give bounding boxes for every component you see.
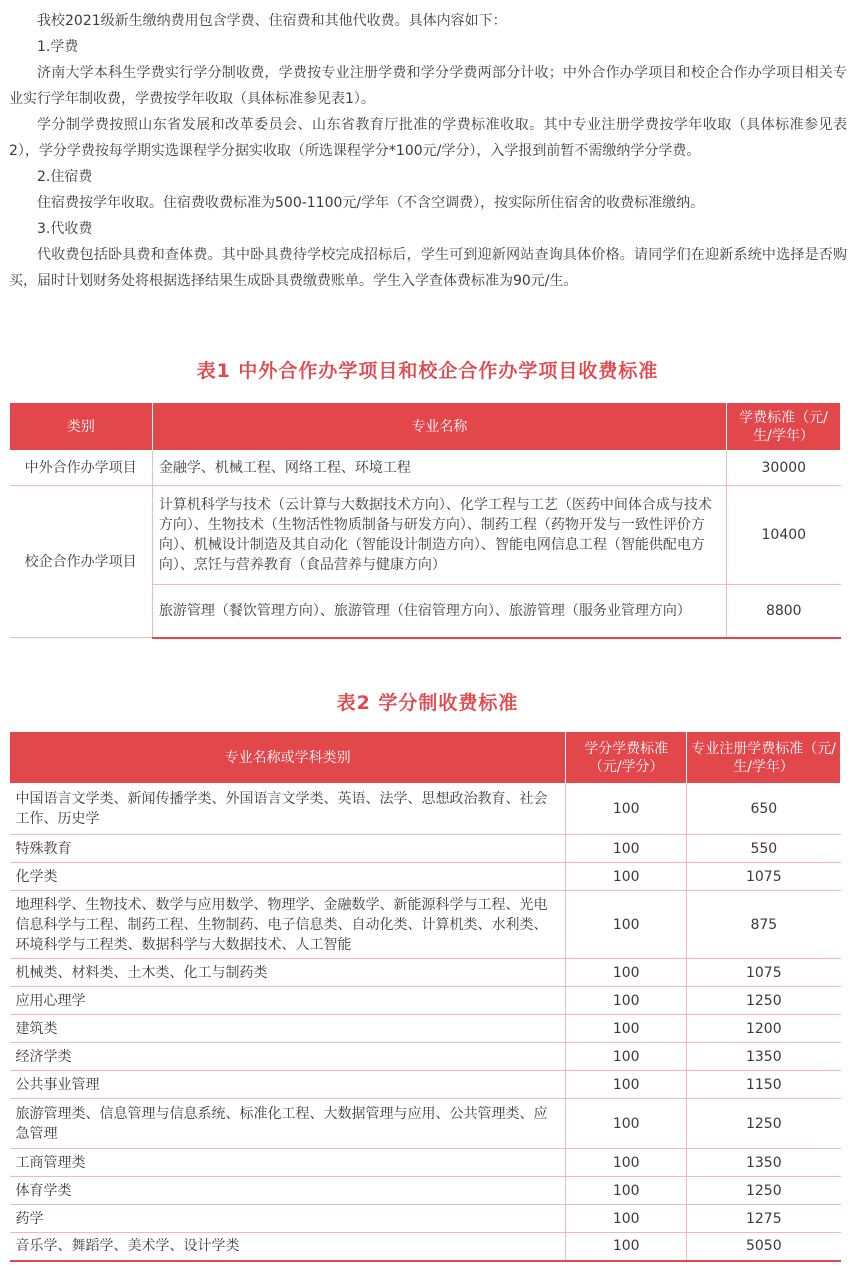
major-name-cell: 应用心理学 [10,987,566,1015]
major-name-cell: 音乐学、舞蹈学、美术学、设计学类 [10,1233,566,1261]
table-row [10,486,841,585]
section-heading-accommodation: 2.住宿费 [37,169,93,185]
major-name-cell: 建筑类 [10,1015,566,1043]
table-row [10,1071,841,1099]
table1-header-fee: 学费标准（元/生/学年） [727,403,841,451]
table-row [10,1149,841,1177]
table-row [10,863,841,891]
registration-fee-cell: 1250 [687,1177,841,1205]
registration-fee-cell: 5050 [687,1233,841,1261]
credit-fee-cell: 100 [566,1043,687,1071]
intro-paragraph: 济南大学本科生学费实行学分制收费，学费按专业注册学费和学分学费两部分计收；中外合作办学项目和校企合作办学项目相关专业实行学年制收费，学费按学年收取（具体标准参见表1）。 [9,65,847,107]
intro-text [9,8,847,294]
table-row [10,1233,841,1261]
category-cell: 校企合作办学项目 [10,486,153,638]
table2-header-registration-fee: 专业注册学费标准（元/生/学年） [687,732,841,784]
registration-fee-cell: 1250 [687,1099,841,1149]
majors-cell: 计算机科学与技术（云计算与大数据技术方向）、化学工程与工艺（医药中间体合成与技术方向）、生物技术（生物活性物质制备与研发方向）、制药工程（药物开发与一致性评价方向）、机械设计制造及其自动化（智能设计制造方向）、智能电网信息工程（智能供配电方向）、烹饪与营养教育（食品营养与健康方向） [152,486,726,585]
credit-fee-cell: 100 [566,1177,687,1205]
table1 [9,402,841,639]
table1-header-row [10,403,841,451]
majors-cell: 金融学、机械工程、网络工程、环境工程 [152,451,726,486]
table2 [9,731,841,1262]
table1-caption: 表1 中外合作办学项目和校企合作办学项目收费标准 [196,360,659,382]
major-name-cell: 体育学类 [10,1177,566,1205]
table-row [10,959,841,987]
intro-paragraph: 学分制学费按照山东省发展和改革委员会、山东省教育厅批准的学费标准收取。其中专业注册学费按学年收取（具体标准参见表2），学分学费按每学期实选课程学分据实收取（所选课程学分*100元/学分），入学报到前暂不需缴纳学分学费。 [9,117,847,159]
major-name-cell: 工商管理类 [10,1149,566,1177]
credit-fee-cell: 100 [566,863,687,891]
table-row [10,1099,841,1149]
registration-fee-cell: 1350 [687,1043,841,1071]
table-row [10,451,841,486]
table-row [10,1015,841,1043]
table2-caption: 表2 学分制收费标准 [336,692,519,714]
major-name-cell: 经济学类 [10,1043,566,1071]
table1-header-category: 类别 [10,403,153,451]
table-row [10,1043,841,1071]
intro-paragraph: 我校2021级新生缴纳费用包含学费、住宿费和其他代收费。具体内容如下： [37,13,507,29]
intro-paragraph: 代收费包括卧具费和查体费。其中卧具费待学校完成招标后，学生可到迎新网站查询具体价格。请同学们在迎新系统中选择是否购买，届时计划财务处将根据选择结果生成卧具费缴费账单。学生入学查体费标准为90元/生。 [9,247,847,289]
registration-fee-cell: 1150 [687,1071,841,1099]
table-row [10,1177,841,1205]
category-cell: 中外合作办学项目 [10,451,153,486]
major-name-cell: 公共事业管理 [10,1071,566,1099]
table-row [10,835,841,863]
registration-fee-cell: 875 [687,891,841,959]
major-name-cell: 机械类、材料类、土木类、化工与制药类 [10,959,566,987]
table-row [10,891,841,959]
major-name-cell: 化学类 [10,863,566,891]
table2-header-credit-fee: 学分学费标准（元/学分） [566,732,687,784]
fee-cell: 10400 [727,486,841,585]
credit-fee-cell: 100 [566,1233,687,1261]
section-heading-tuition: 1.学费 [37,39,79,55]
registration-fee-cell: 1075 [687,863,841,891]
credit-fee-cell: 100 [566,1205,687,1233]
credit-fee-cell: 100 [566,987,687,1015]
credit-fee-cell: 100 [566,1149,687,1177]
major-name-cell: 地理科学、生物技术、数学与应用数学、物理学、金融数学、新能源科学与工程、光电信息科学与工程、制药工程、生物制药、电子信息类、自动化类、计算机类、水利类、环境科学与工程类、数据科学与大数据技术、人工智能 [10,891,566,959]
table1-header-major: 专业名称 [152,403,726,451]
registration-fee-cell: 1275 [687,1205,841,1233]
fee-cell: 30000 [727,451,841,486]
registration-fee-cell: 650 [687,784,841,835]
major-name-cell: 药学 [10,1205,566,1233]
major-name-cell: 中国语言文学类、新闻传播学类、外国语言文学类、英语、法学、思想政治教育、社会工作、历史学 [10,784,566,835]
table-row [10,784,841,835]
majors-cell: 旅游管理（餐饮管理方向）、旅游管理（住宿管理方向）、旅游管理（服务业管理方向） [152,585,726,638]
credit-fee-cell: 100 [566,1099,687,1149]
registration-fee-cell: 1200 [687,1015,841,1043]
credit-fee-cell: 100 [566,784,687,835]
credit-fee-cell: 100 [566,1071,687,1099]
registration-fee-cell: 550 [687,835,841,863]
table-row [10,1205,841,1233]
intro-paragraph: 住宿费按学年收取。住宿费收费标准为500-1100元/学年（不含空调费），按实际所住宿舍的收费标准缴纳。 [37,195,705,211]
fee-cell: 8800 [727,585,841,638]
registration-fee-cell: 1075 [687,959,841,987]
major-name-cell: 旅游管理类、信息管理与信息系统、标准化工程、大数据管理与应用、公共管理类、应急管理 [10,1099,566,1149]
section-heading-collection: 3.代收费 [37,221,93,237]
table2-header-name: 专业名称或学科类别 [10,732,566,784]
credit-fee-cell: 100 [566,835,687,863]
table2-header-row [10,732,841,784]
registration-fee-cell: 1250 [687,987,841,1015]
credit-fee-cell: 100 [566,891,687,959]
credit-fee-cell: 100 [566,959,687,987]
credit-fee-cell: 100 [566,1015,687,1043]
registration-fee-cell: 1350 [687,1149,841,1177]
major-name-cell: 特殊教育 [10,835,566,863]
table-row [10,987,841,1015]
